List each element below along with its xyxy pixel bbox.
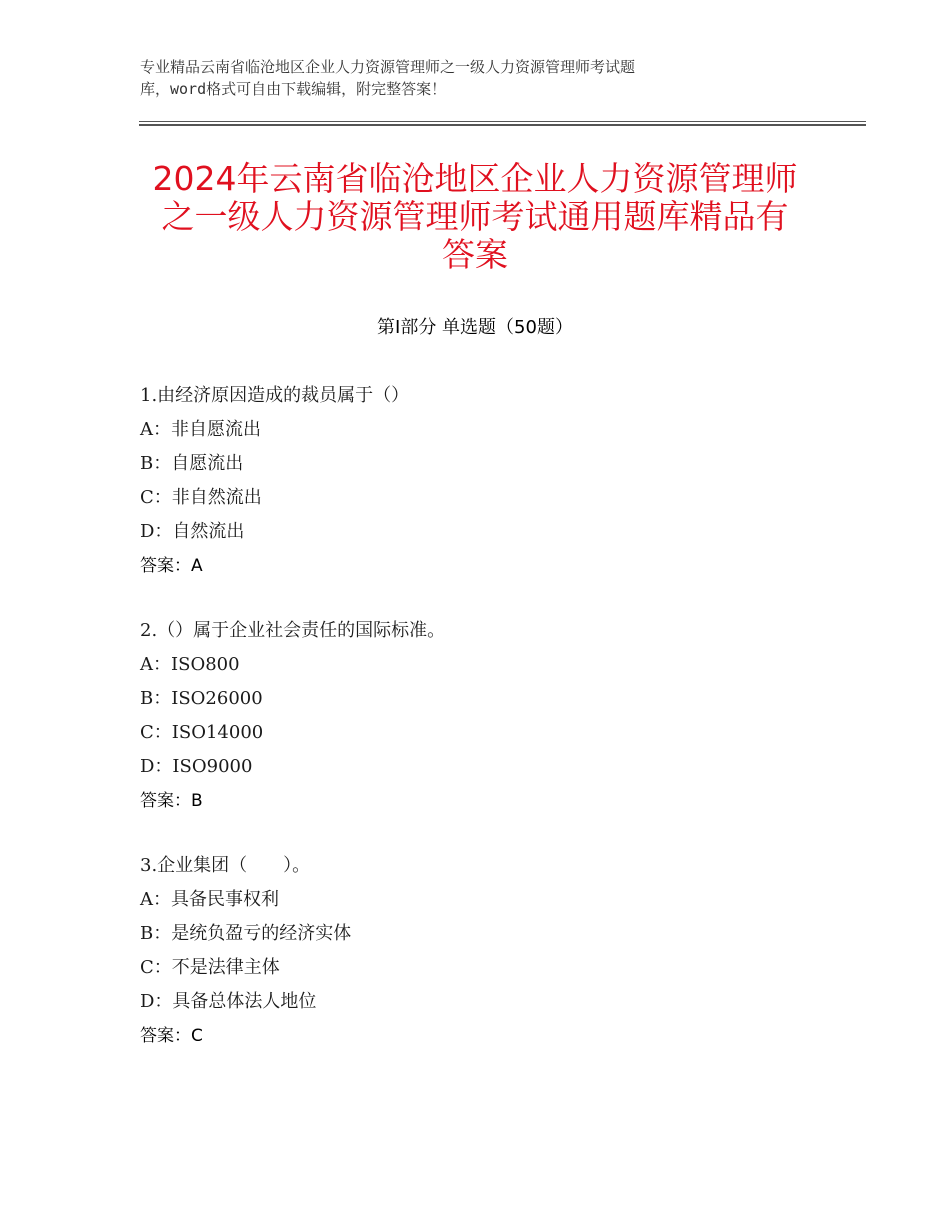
question-option: B：是统负盈亏的经济实体 — [140, 923, 352, 944]
header-note-line: 库，word格式可自由下载编辑，附完整答案！ — [140, 80, 447, 98]
question-answer: 答案：B — [140, 791, 203, 811]
question-answer: 答案：A — [140, 556, 203, 576]
question-option: B：ISO26000 — [140, 688, 263, 709]
question-option: A：具备民事权利 — [140, 889, 279, 910]
question-option: C：ISO14000 — [140, 722, 264, 743]
question-list — [140, 384, 860, 1089]
title-line: 之一级人力资源管理师考试通用题库精品有 — [161, 197, 789, 236]
question-option: D：ISO9000 — [140, 756, 253, 777]
document-title — [120, 160, 830, 274]
section-title: 第Ⅰ部分 单选题（50题） — [377, 317, 573, 338]
title-line: 2024年云南省临沧地区企业人力资源管理师 — [152, 159, 798, 198]
question-item — [140, 384, 860, 588]
question-stem: 1.由经济原因造成的裁员属于（） — [140, 385, 410, 406]
header-note — [140, 56, 780, 100]
question-option: C：不是法律主体 — [140, 957, 280, 978]
question-option: A：非自愿流出 — [140, 419, 261, 440]
header-divider — [139, 121, 866, 122]
question-item — [140, 619, 860, 823]
title-line: 答案 — [442, 235, 508, 274]
header-note-line: 专业精品云南省临沧地区企业人力资源管理师之一级人力资源管理师考试题 — [140, 58, 636, 76]
question-item — [140, 854, 860, 1058]
question-stem: 3.企业集团（ ）。 — [140, 855, 311, 876]
question-option: B：自愿流出 — [140, 453, 244, 474]
question-option: D：自然流出 — [140, 521, 245, 542]
question-option: A：ISO800 — [140, 654, 240, 675]
question-stem: 2.（）属于企业社会责任的国际标准。 — [140, 620, 446, 641]
question-option: D：具备总体法人地位 — [140, 991, 317, 1012]
question-answer: 答案：C — [140, 1026, 203, 1046]
question-option: C：非自然流出 — [140, 487, 262, 508]
header-divider-thick — [139, 124, 866, 126]
